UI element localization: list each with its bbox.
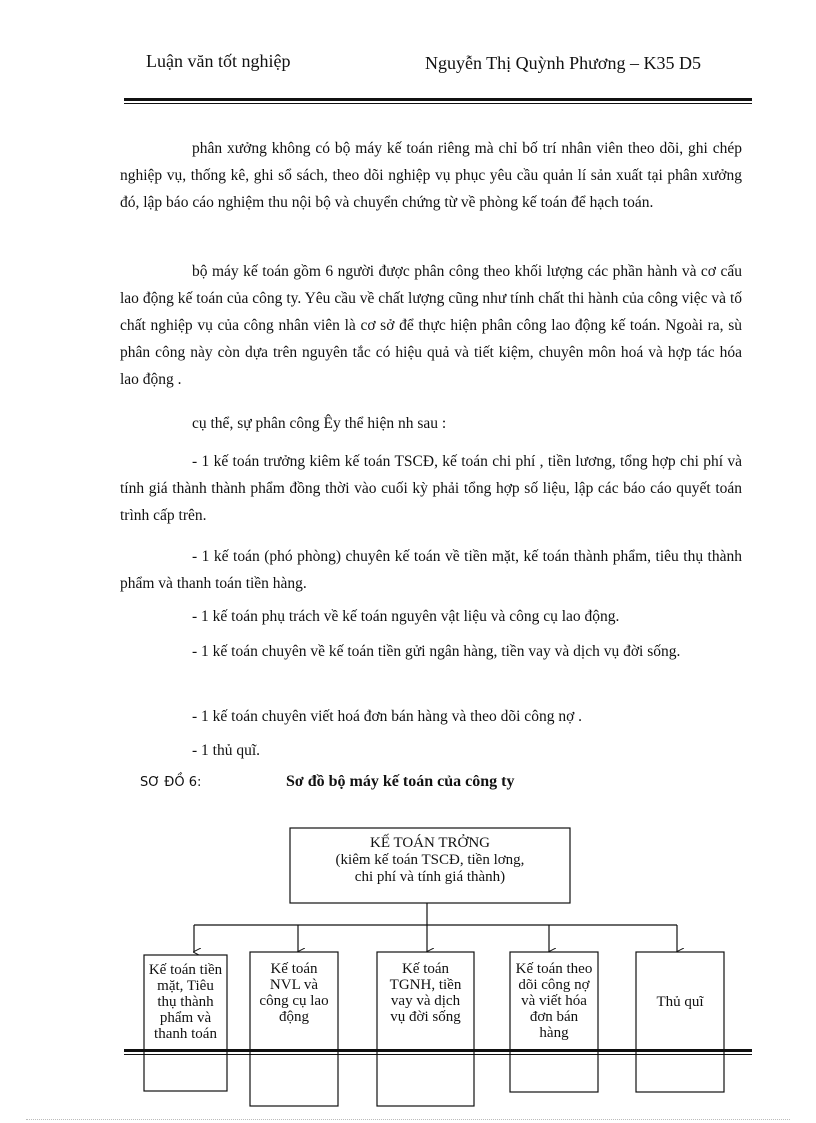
paragraph-9: - 1 thủ quĩ. (192, 742, 261, 759)
top-box-line3: chi phí và tính giá thành) (354, 869, 506, 885)
page-edge (26, 1119, 790, 1120)
box-4-text: Kế toán theo dõi công nợ và viết hóa đơn bán hàng (515, 961, 593, 1041)
box-3-text: Kế toán TGNH, tiền vay và dịch vụ đời sống (389, 961, 462, 1025)
paragraph-3: cụ thể, sự phân công Êy thể hiện nh sau : (192, 415, 447, 432)
header-left: Luận văn tốt nghiệp (146, 51, 291, 71)
paragraph-8: - 1 kế toán chuyên viết hoá đơn bán hàng và theo dõi công nợ . (192, 708, 583, 725)
header-right: Nguyễn Thị Quỳnh Phương – K35 D5 (425, 53, 701, 73)
diagram-title: Sơ đồ bộ máy kế toán của công ty (286, 773, 515, 790)
diagram-label: SƠ ĐỒ 6: (140, 775, 202, 790)
paragraph-7: - 1 kế toán chuyên về kế toán tiền gửi ngân hàng, tiền vay và dịch vụ đời sống. (192, 643, 681, 660)
paragraph-1: phân xưởng không có bộ máy kế toán riêng mà chỉ bố trí nhân viên theo dõi, ghi chép nghiệp vụ, thống kê, ghi sổ sách, theo dõi nghiệp vụ phục yêu cầu quản lí sản xuất tại phân xưởng đó, lập báo cáo nghiệm thu nội bộ và chuyển chứng từ về phòng kế toán để hạch toán. (120, 140, 742, 211)
paragraph-4: - 1 kế toán trưởng kiêm kế toán TSCĐ, kế toán chi phí , tiền lương, tổng hợp chi phí và tính giá thành thành phẩm đồng thời vào cuối kỳ phải tổng hợp số liệu, lập các báo cáo quyết toán trình cấp trên. (120, 453, 742, 524)
box-2-text: Kế toán NVL và công cụ lao động (259, 961, 329, 1025)
paragraph-2: bộ máy kế toán gồm 6 người được phân công theo khối lượng các phần hành và cơ cấu lao động kế toán của công ty. Yêu cầu về chất lượng cũng như tính chất thi hành của công việc và tố chất nghiệp vụ của công nhân viên là cơ sở để thực hiện phân công lao động kế toán. Ngoài ra, sù phân công này còn dựa trên nguyên tắc có hiệu quả và tiết kiệm, chuyên môn hoá và hợp tác hóa lao động . (120, 263, 742, 388)
paragraph-5: - 1 kế toán (phó phòng) chuyên kế toán về tiền mặt, kế toán thành phẩm, tiêu thụ thành phẩm và thanh toán tiền hàng. (120, 548, 742, 592)
footer-rule-thick (124, 1049, 752, 1052)
box-1-text: Kế toán tiền mặt, Tiêu thụ thành phẩm và thanh toán (148, 962, 223, 1042)
footer-rule-thin (124, 1054, 752, 1055)
box-5 (636, 952, 724, 1092)
paragraph-6: - 1 kế toán phụ trách về kế toán nguyên vật liệu và công cụ lao động. (192, 608, 620, 625)
top-box-line1: KẾ TOÁN TRỞNG (369, 835, 490, 851)
box-5-text: Thủ quĩ (656, 994, 704, 1010)
top-box-text (292, 835, 568, 886)
top-box-line2: (kiêm kế toán TSCĐ, tiền lơng, (335, 852, 525, 868)
